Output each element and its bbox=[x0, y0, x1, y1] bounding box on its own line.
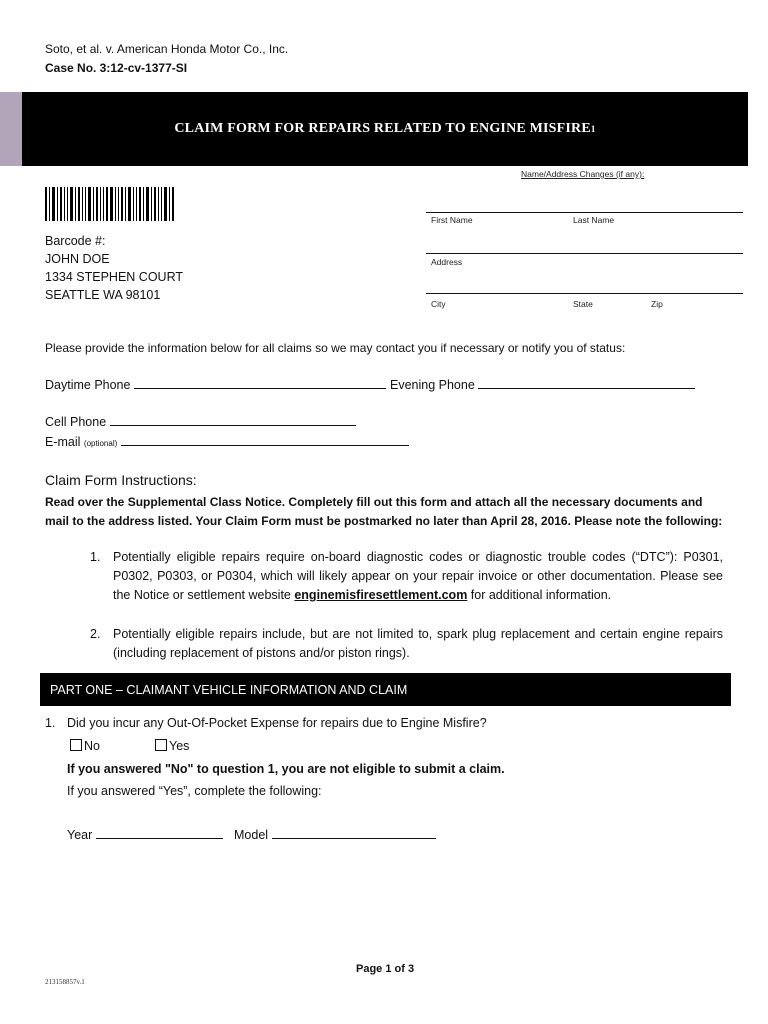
city-label: City bbox=[431, 299, 446, 309]
if-yes-note: If you answered “Yes”, complete the following: bbox=[67, 784, 322, 798]
daytime-phone-field[interactable] bbox=[134, 377, 386, 389]
email-optional: (optional) bbox=[83, 439, 118, 448]
side-tab bbox=[0, 92, 22, 166]
question-1-number: 1. bbox=[45, 716, 56, 730]
instruction-1-tail: for additional information. bbox=[467, 588, 612, 602]
claimant-street: 1334 STEPHEN COURT bbox=[45, 270, 184, 284]
claimant-city: SEATTLE WA 98101 bbox=[45, 288, 161, 302]
instructions-heading: Claim Form Instructions: bbox=[45, 472, 197, 488]
claimant-name: JOHN DOE bbox=[45, 252, 110, 266]
instruction-1-number: 1. bbox=[90, 550, 101, 564]
name-change-line[interactable] bbox=[426, 212, 743, 213]
instruction-2-number: 2. bbox=[90, 627, 101, 641]
changes-heading: Name/Address Changes (if any): bbox=[521, 169, 645, 179]
yes-label: Yes bbox=[169, 739, 190, 753]
no-option[interactable] bbox=[70, 739, 100, 753]
yes-checkbox[interactable] bbox=[155, 739, 167, 751]
case-number: Case No. 3:12-cv-1377-SI bbox=[45, 61, 188, 75]
barcode-label: Barcode #: bbox=[45, 234, 106, 248]
case-title: Soto, et al. v. American Honda Motor Co., Inc. bbox=[45, 42, 289, 56]
daytime-phone-row bbox=[45, 377, 386, 392]
part-one-header bbox=[40, 673, 731, 706]
first-name-label: First Name bbox=[431, 215, 473, 225]
cell-phone-row bbox=[45, 414, 356, 429]
form-title-banner bbox=[22, 92, 748, 166]
evening-phone-label: Evening Phone bbox=[390, 378, 475, 392]
email-label: E-mail bbox=[45, 435, 81, 449]
barcode-image bbox=[45, 187, 187, 221]
form-title: CLAIM FORM FOR REPAIRS RELATED TO ENGINE MISFIRE bbox=[174, 121, 591, 136]
page-number: Page 1 of 3 bbox=[356, 963, 415, 975]
model-label: Model bbox=[234, 828, 269, 842]
email-row bbox=[45, 434, 409, 449]
claimant-address bbox=[45, 232, 183, 304]
no-label: No bbox=[84, 739, 100, 753]
question-1-text: Did you incur any Out-Of-Pocket Expense for repairs due to Engine Misfire? bbox=[67, 716, 487, 730]
no-checkbox[interactable] bbox=[70, 739, 82, 751]
address-label: Address bbox=[431, 257, 463, 267]
email-field[interactable] bbox=[121, 434, 409, 446]
yes-option[interactable] bbox=[155, 739, 189, 753]
settlement-website-link[interactable]: enginemisfiresettlement.com bbox=[294, 588, 468, 602]
last-name-label: Last Name bbox=[573, 215, 615, 225]
cell-phone-field[interactable] bbox=[110, 414, 356, 426]
document-id: 213158857v.1 bbox=[45, 978, 85, 986]
contact-intro: Please provide the information below for all claims so we may contact you if necessary or notify you of status: bbox=[45, 341, 626, 355]
zip-label: Zip bbox=[651, 299, 663, 309]
city-state-zip-line[interactable] bbox=[426, 293, 743, 294]
part-one-title: PART ONE – CLAIMANT VEHICLE INFORMATION AND CLAIM bbox=[50, 682, 408, 697]
instruction-2-text: Potentially eligible repairs include, but are not limited to, spark plug replacement and certain engine repairs (including replacement of pistons and/or piston rings). bbox=[113, 627, 723, 660]
address-change-line[interactable] bbox=[426, 253, 743, 254]
evening-phone-field[interactable] bbox=[478, 377, 695, 389]
model-row bbox=[234, 827, 436, 842]
evening-phone-row bbox=[390, 377, 695, 392]
state-label: State bbox=[573, 299, 593, 309]
footnote-marker: 1 bbox=[590, 124, 596, 134]
instructions-paragraph: Read over the Supplemental Class Notice. Completely fill out this form and attach all the necessary documents and mail to the address listed. Your Claim Form must be postmarked no later than April 28, 2016. Please note the following: bbox=[45, 495, 723, 528]
cell-phone-label: Cell Phone bbox=[45, 415, 107, 429]
if-no-note: If you answered "No" to question 1, you are not eligible to submit a claim. bbox=[67, 762, 505, 776]
instruction-1 bbox=[113, 548, 723, 605]
instruction-1-text: Potentially eligible repairs require on-board diagnostic codes or diagnostic trouble codes (“DTC”): P0301, P0302, P0303, or P0304, which will likely appear on your repair invoice or other documentation. Please see the Notice or settlement website bbox=[113, 550, 723, 602]
daytime-phone-label: Daytime Phone bbox=[45, 378, 131, 392]
year-row bbox=[67, 827, 223, 842]
year-field[interactable] bbox=[96, 827, 223, 839]
year-label: Year bbox=[67, 828, 93, 842]
model-field[interactable] bbox=[272, 827, 436, 839]
